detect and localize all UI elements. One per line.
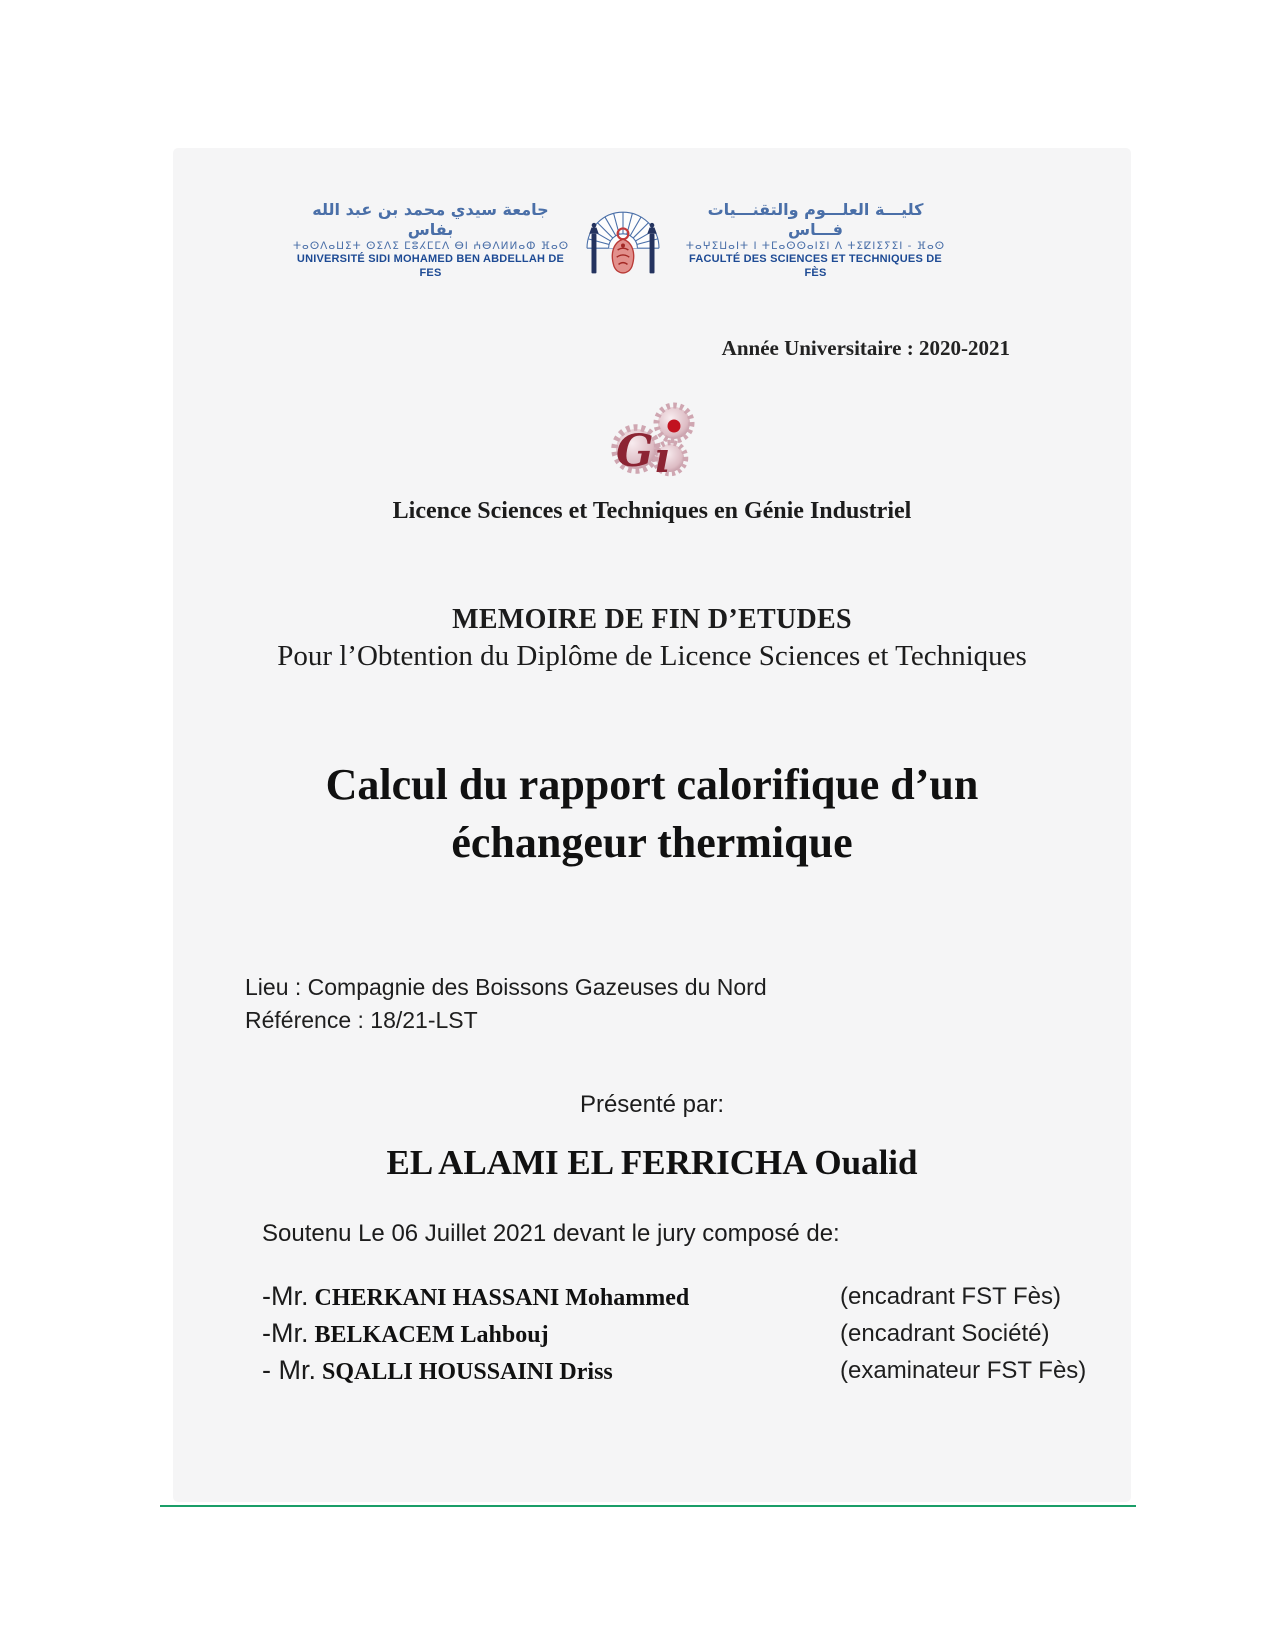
gi-letter-g: G — [616, 426, 654, 477]
faculty-name-arabic: كليـــة العلـــوم والتقنـــيات فـــاس — [707, 199, 924, 239]
jury-member-name: SQALLI HOUSSAINI Driss — [322, 1359, 613, 1385]
faculty-block — [678, 200, 953, 281]
jury-member-role: (encadrant Société) — [840, 1320, 1050, 1347]
document-page — [173, 148, 1131, 1502]
jury-prefix: -Mr. — [262, 1318, 309, 1348]
university-name-french: UNIVERSITÉ SIDI MOHAMED BEN ABDELLAH DE FES — [296, 252, 565, 279]
jury-row — [262, 1318, 1082, 1355]
academic-year: Année Universitaire : 2020-2021 — [721, 336, 1010, 360]
university-name-tifinagh: ⵜⴰⵙⴷⴰⵡⵉⵜ ⵙⵉⴷⵉ ⵎⵓⵃⵎⵎⴷ ⴱⵏ ⵄⴱⴷⵍⵍⴰⵀ ⴼⴰⵙ — [293, 239, 570, 252]
bottom-divider-line — [160, 1505, 1136, 1507]
gi-letter-i-stem: ı — [654, 433, 670, 481]
jury-prefix: -Mr. — [262, 1281, 309, 1311]
memoir-subheading: Pour l’Obtention du Diplôme de Licence Sciences et Techniques — [277, 640, 1027, 672]
location-line: Lieu : Compagnie des Boissons Gazeuses du Nord — [245, 974, 767, 1000]
genie-industriel-gears-icon — [600, 396, 700, 481]
university-block — [293, 200, 568, 281]
thesis-title-line2: échangeur thermique — [451, 818, 853, 868]
university-name-arabic: جامعة سيدي محمد بن عبد الله بفاس — [312, 199, 549, 239]
faculty-name-tifinagh: ⵜⴰⵖⵉⵡⴰⵏⵜ ⵏ ⵜⵎⴰⵙⵙⴰⵏⵉⵏ ⴷ ⵜⵉⵇⵏⵉⵢⵉⵏ - ⴼⴰⵙ — [685, 239, 946, 252]
jury-member-role: (encadrant FST Fès) — [840, 1283, 1061, 1310]
institution-header — [293, 193, 953, 287]
presented-by-label: Présenté par: — [579, 1091, 725, 1118]
location-reference-block — [245, 971, 767, 1036]
thesis-title-line1: Calcul du rapport calorifique d’un — [325, 760, 979, 809]
jury-row — [262, 1281, 1082, 1318]
gi-letter-i-dot — [668, 420, 681, 433]
faculty-name-french: FACULTÉ DES SCIENCES ET TECHNIQUES DE FÈS — [689, 252, 942, 279]
jury-member-name: CHERKANI HASSANI Mohammed — [314, 1285, 690, 1311]
jury-prefix: - Mr. — [262, 1355, 316, 1385]
memoir-heading: MEMOIRE DE FIN D’ETUDES — [452, 604, 852, 635]
jury-list — [262, 1281, 1087, 1392]
thesis-title — [173, 756, 1131, 872]
reference-line: Référence : 18/21-LST — [245, 1006, 478, 1033]
jury-row — [262, 1355, 1087, 1392]
jury-member-role: (examinateur FST Fès) — [840, 1357, 1087, 1384]
program-line: Licence Sciences et Techniques en Génie Industriel — [392, 498, 912, 524]
university-emblem-icon — [578, 195, 668, 287]
author-name: EL ALAMI EL FERRICHA Oualid — [386, 1143, 918, 1182]
jury-member-name: BELKACEM Lahbouj — [314, 1322, 549, 1348]
defense-line: Soutenu Le 06 Juillet 2021 devant le jury composé de: — [262, 1220, 840, 1247]
